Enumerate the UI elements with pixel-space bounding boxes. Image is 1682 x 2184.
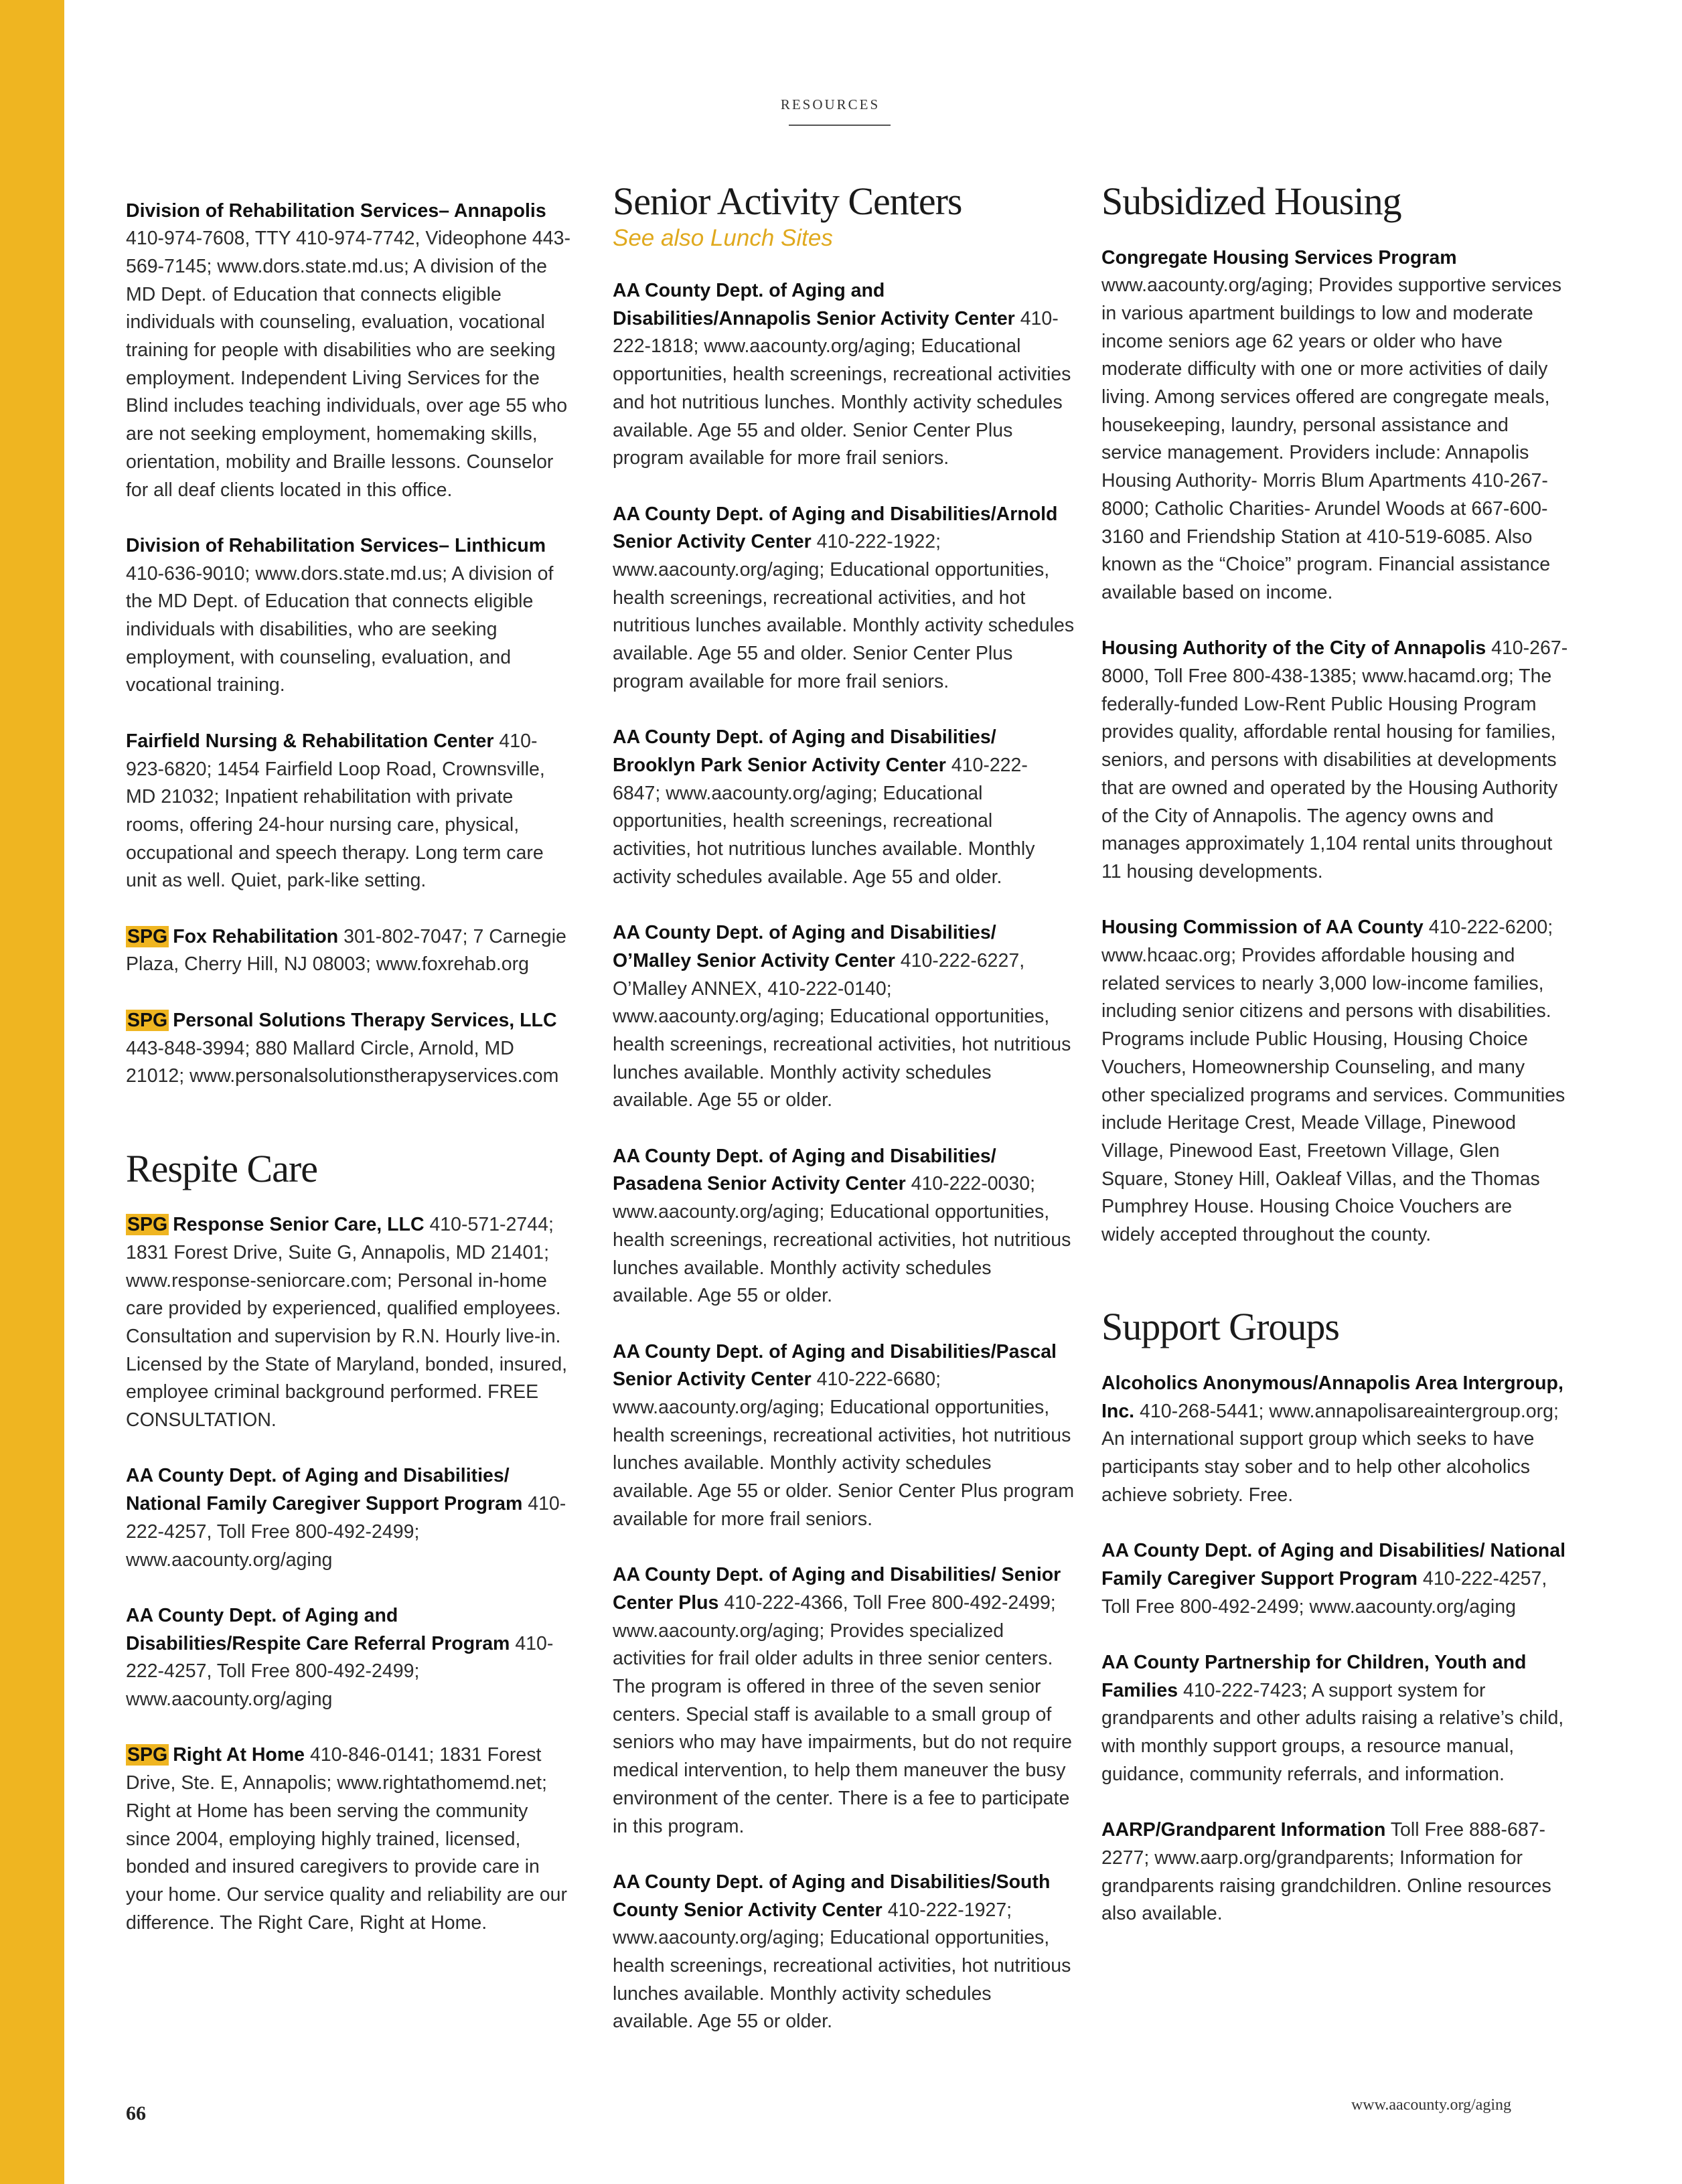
entry-name: AA County Dept. of Aging and Disabilities/ Pasadena Senior Activity Center — [613, 1145, 996, 1195]
column-2 — [613, 178, 1075, 2064]
entry-name: AA County Dept. of Aging and Disabilities/South County Senior Activity Center — [613, 1871, 1051, 1921]
entry-name: Division of Rehabilitation Services– Annapolis — [126, 200, 546, 222]
resource-entry — [126, 198, 575, 505]
entry-name: AA County Partnership for Children, Youth and Families — [1101, 1651, 1527, 1701]
section-title-support-groups: Support Groups — [1101, 1305, 1339, 1349]
resource-entry — [1101, 914, 1570, 1249]
entry-text: 410-222-4257, Toll Free 800-492-2499; www.aacounty.org/aging — [126, 1493, 566, 1571]
resource-entry — [126, 1211, 575, 1435]
entry-text: 410-974-7608, TTY 410-974-7742, Videophone 443-569-7145; www.dors.state.md.us; A division of the MD Dept. of Education that connects eligible individuals with counseling, evaluation, vocational training for people with disabilities who are seeking employment. Independent Living Services for the Blind includes teaching individuals, over age 55 who are not seeking employment, homemaking skills, orientation, mobility and Braille lessons. Counselor for all deaf clients located in this office. — [126, 228, 570, 501]
entry-text: 410-222-1927; www.aacounty.org/aging; Educational opportunities, health screenings, recreational activities, hot nutritious lunches available. Monthly activity schedules available. Age 55 or older. — [613, 1899, 1071, 2033]
resource-entry — [126, 1741, 575, 1937]
spg-badge: SPG — [127, 925, 168, 947]
resource-entry — [126, 728, 575, 895]
entry-text: 410-222-7423; A support system for grandparents and other adults raising a relative’s child, with monthly support groups, a resource manual, guidance, community referrals, and information. — [1101, 1679, 1564, 1785]
column-1 — [126, 178, 575, 1965]
entry-name: AA County Dept. of Aging and Disabilities/Respite Care Referral Program — [126, 1604, 510, 1654]
see-also-note: See also Lunch Sites — [613, 225, 833, 251]
entry-text: 410-222-4366, Toll Free 800-492-2499; www.aacounty.org/aging; Provides specialized activities for frail older adults in three senior centers. The program is offered in three of the seven senior centers. Special staff is available to a small group of seniors who may have impairments, but do not require medical intervention, to help them maneuver the busy environment of the center. There is a fee to participate in this program. — [613, 1591, 1072, 1837]
section-title-subsidized-housing: Subsidized Housing — [1101, 179, 1401, 223]
resource-entry — [613, 1869, 1075, 2036]
entry-text: 410-222-0030; www.aacounty.org/aging; Educational opportunities, health screenings, recreational activities, hot nutritious lunches available. Monthly activity schedules available. Age 55 or older. — [613, 1173, 1071, 1307]
entry-text: 410-222-6227, O’Malley ANNEX, 410-222-0140; www.aacounty.org/aging; Educational opportunities, health screenings, recreational activities, hot nutritious lunches available. Monthly activity schedules available. Age 55 or older. — [613, 949, 1071, 1111]
entry-text: 410-268-5441; www.annapolisareaintergroup.org; An international support group which seeks to have participants stay sober and to help other alcoholics achieve sobriety. Free. — [1101, 1400, 1559, 1506]
page-header: RESOURCES — [780, 96, 881, 112]
entry-text: www.aacounty.org/aging; Provides supportive services in various apartment buildings to low and moderate income seniors age 62 years or older who have moderate difficulty with one or more activities of daily living. Among services offered are congregate meals, housekeeping, laundry, personal assistance and service management. Providers include: Annapolis Housing Authority- Morris Blum Apartments 410-267-8000; Catholic Charities- Arundel Woods at 667-600-3160 and Friendship Station at 410-519-6085. Also known as the “Choice” program. Financial assistance available based on income. — [1101, 275, 1561, 603]
resource-entry — [613, 724, 1075, 891]
entry-name: Fox Rehabilitation — [173, 925, 339, 947]
entry-name: Alcoholics Anonymous/Annapolis Area Intergroup, Inc. — [1101, 1372, 1563, 1422]
resource-entry — [1101, 1649, 1570, 1789]
entry-name: AA County Dept. of Aging and Disabilities/Pascal Senior Activity Center — [613, 1340, 1057, 1391]
page-number: 66 — [126, 2102, 146, 2124]
entry-name: Right At Home — [173, 1744, 305, 1766]
resource-entry — [613, 501, 1075, 696]
entry-name: AARP/Grandparent Information — [1101, 1819, 1386, 1841]
footer-url: www.aacounty.org/aging — [1351, 2096, 1511, 2114]
resource-entry — [613, 277, 1075, 473]
entry-text: 410-846-0141; 1831 Forest Drive, Ste. E, Annapolis; www.rightathomemd.net; Right at Home has been serving the community since 2004, employing highly trained, licensed, bonded and insured caregivers to provide care in your home. Our service quality and reliability are our difference. The Right Care, Right at Home. — [126, 1744, 567, 1934]
entry-name: AA County Dept. of Aging and Disabilities/ National Family Caregiver Support Program — [126, 1465, 523, 1515]
entry-text: Toll Free 888-687-2277; www.aarp.org/grandparents; Information for grandparents raising grandchildren. Online resources also available. — [1101, 1819, 1551, 1925]
entry-text: 410-222-6847; www.aacounty.org/aging; Educational opportunities, health screenings, recreational activities, hot nutritious lunches available. Monthly activity schedules available. Age 55 and older. — [613, 754, 1035, 888]
resource-entry — [126, 532, 575, 700]
entry-name: AA County Dept. of Aging and Disabilities/ Senior Center Plus — [613, 1564, 1061, 1614]
resource-entry — [1101, 635, 1570, 886]
resource-entry — [126, 1007, 575, 1091]
entry-name: Housing Commission of AA County — [1101, 917, 1424, 939]
entry-text: 410-222-4257, Toll Free 800-492-2499; www.aacounty.org/aging — [126, 1632, 554, 1711]
entry-name: AA County Dept. of Aging and Disabilities/ National Family Caregiver Support Program — [1101, 1540, 1565, 1589]
entry-text: 410-222-6680; www.aacounty.org/aging; Educational opportunities, health screenings, recreational activities, hot nutritious lunches available. Monthly activity schedules available. Age 55 or older. Senior Center Plus program available for more frail seniors. — [613, 1369, 1075, 1530]
resource-entry — [126, 1602, 575, 1714]
entry-name: Fairfield Nursing & Rehabilitation Center — [126, 730, 494, 752]
resource-entry — [1101, 1816, 1570, 1928]
entry-text: 410-267-8000, Toll Free 800-438-1385; www.hacamd.org; The federally-funded Low-Rent Public Housing Program provides quality, affordable rental housing for families, seniors, and persons with disabilities at developments that are owned and operated by the Housing Authority of the City of Annapolis. The agency owns and manages approximately 1,104 rental units throughout 11 housing developments. — [1101, 637, 1568, 882]
resource-entry — [1101, 244, 1570, 607]
entry-text: 301-802-7047; 7 Carnegie Plaza, Cherry Hill, NJ 08003; www.foxrehab.org — [126, 925, 566, 976]
entry-name: AA County Dept. of Aging and Disabilities/ Brooklyn Park Senior Activity Center — [613, 726, 996, 776]
entry-name: AA County Dept. of Aging and Disabilities/Arnold Senior Activity Center — [613, 503, 1058, 553]
side-color-bar — [0, 0, 64, 2184]
entry-text: 410-222-6200; www.hcaac.org; Provides affordable housing and related services to nearly 3,000 low-income families, including senior citizens and persons with disabilities. Programs include Public Housing, Housing Choice Vouchers, Homeownership Counseling, and many other specialized programs and services. Communities include Heritage Crest, Meade Village, Pinewood Village, Pinewood East, Freetown Village, Glen Square, Stoney Hill, Oakleaf Villas, and the Thomas Pumphrey House. Housing Choice Vouchers are widely accepted throughout the county. — [1101, 917, 1565, 1246]
entry-text: 410-636-9010; www.dors.state.md.us; A division of the MD Dept. of Education that connects eligible individuals with disabilities, who are seeking employment, with counseling, evaluation, and vocational training. — [126, 562, 554, 696]
entry-name: AA County Dept. of Aging and Disabilities/Annapolis Senior Activity Center — [613, 280, 1015, 329]
resource-entry — [613, 1561, 1075, 1841]
entry-name: Housing Authority of the City of Annapolis — [1101, 637, 1486, 659]
column-3 — [1101, 178, 1570, 1956]
entry-name: Congregate Housing Services Program — [1101, 246, 1457, 268]
section-title-senior-activity-centers: Senior Activity Centers — [613, 179, 962, 223]
resource-entry — [613, 919, 1075, 1115]
resource-entry — [613, 1143, 1075, 1310]
entry-text: 410-923-6820; 1454 Fairfield Loop Road, Crownsville, MD 21032; Inpatient rehabilitation with private rooms, offering 24-hour nursing care, physical, occupational and speech therapy. Long term care unit as well. Quiet, park-like setting. — [126, 730, 545, 892]
entry-text: 410-222-1818; www.aacounty.org/aging; Educational opportunities, health screenings, recreational activities and hot nutritious lunches. Monthly activity schedules available. Age 55 and older. Senior Center Plus program available for more frail seniors. — [613, 307, 1071, 469]
entry-text: 443-848-3994; 880 Mallard Circle, Arnold, MD 21012; www.personalsolutionstherapyservices.com — [126, 1037, 559, 1087]
resource-entry — [613, 1338, 1075, 1534]
spg-badge: SPG — [127, 1009, 168, 1031]
entry-text: 410-222-4257, Toll Free 800-492-2499; www.aacounty.org/aging — [1101, 1567, 1547, 1618]
entry-text: 410-571-2744; 1831 Forest Drive, Suite G, Annapolis, MD 21401; www.response-seniorcare.com; Personal in-home care provided by experienced, qualified employees. Consultation and supervision by R.N. Hourly live-in. Licensed by the State of Maryland, bonded, insured, employee criminal background performed. FREE CONSULTATION. — [126, 1214, 568, 1431]
spg-badge: SPG — [127, 1214, 168, 1236]
resource-entry — [126, 1462, 575, 1574]
section-title-respite-care: Respite Care — [126, 1146, 317, 1190]
entry-text: 410-222-1922; www.aacounty.org/aging; Educational opportunities, health screenings, recreational activities, and hot nutritious lunches available. Monthly activity schedules available. Age 55 and older. Senior Center Plus program available for more frail seniors. — [613, 531, 1075, 692]
spg-badge: SPG — [127, 1744, 168, 1766]
entry-name: AA County Dept. of Aging and Disabilities/ O’Malley Senior Activity Center — [613, 922, 996, 971]
entry-name: Division of Rehabilitation Services– Linthicum — [126, 534, 546, 556]
resource-entry — [1101, 1537, 1570, 1621]
resource-entry — [1101, 1370, 1570, 1510]
header-rule — [789, 125, 891, 126]
entry-name: Response Senior Care, LLC — [173, 1214, 425, 1236]
resource-entry — [126, 923, 575, 979]
entry-name: Personal Solutions Therapy Services, LLC — [173, 1009, 557, 1031]
